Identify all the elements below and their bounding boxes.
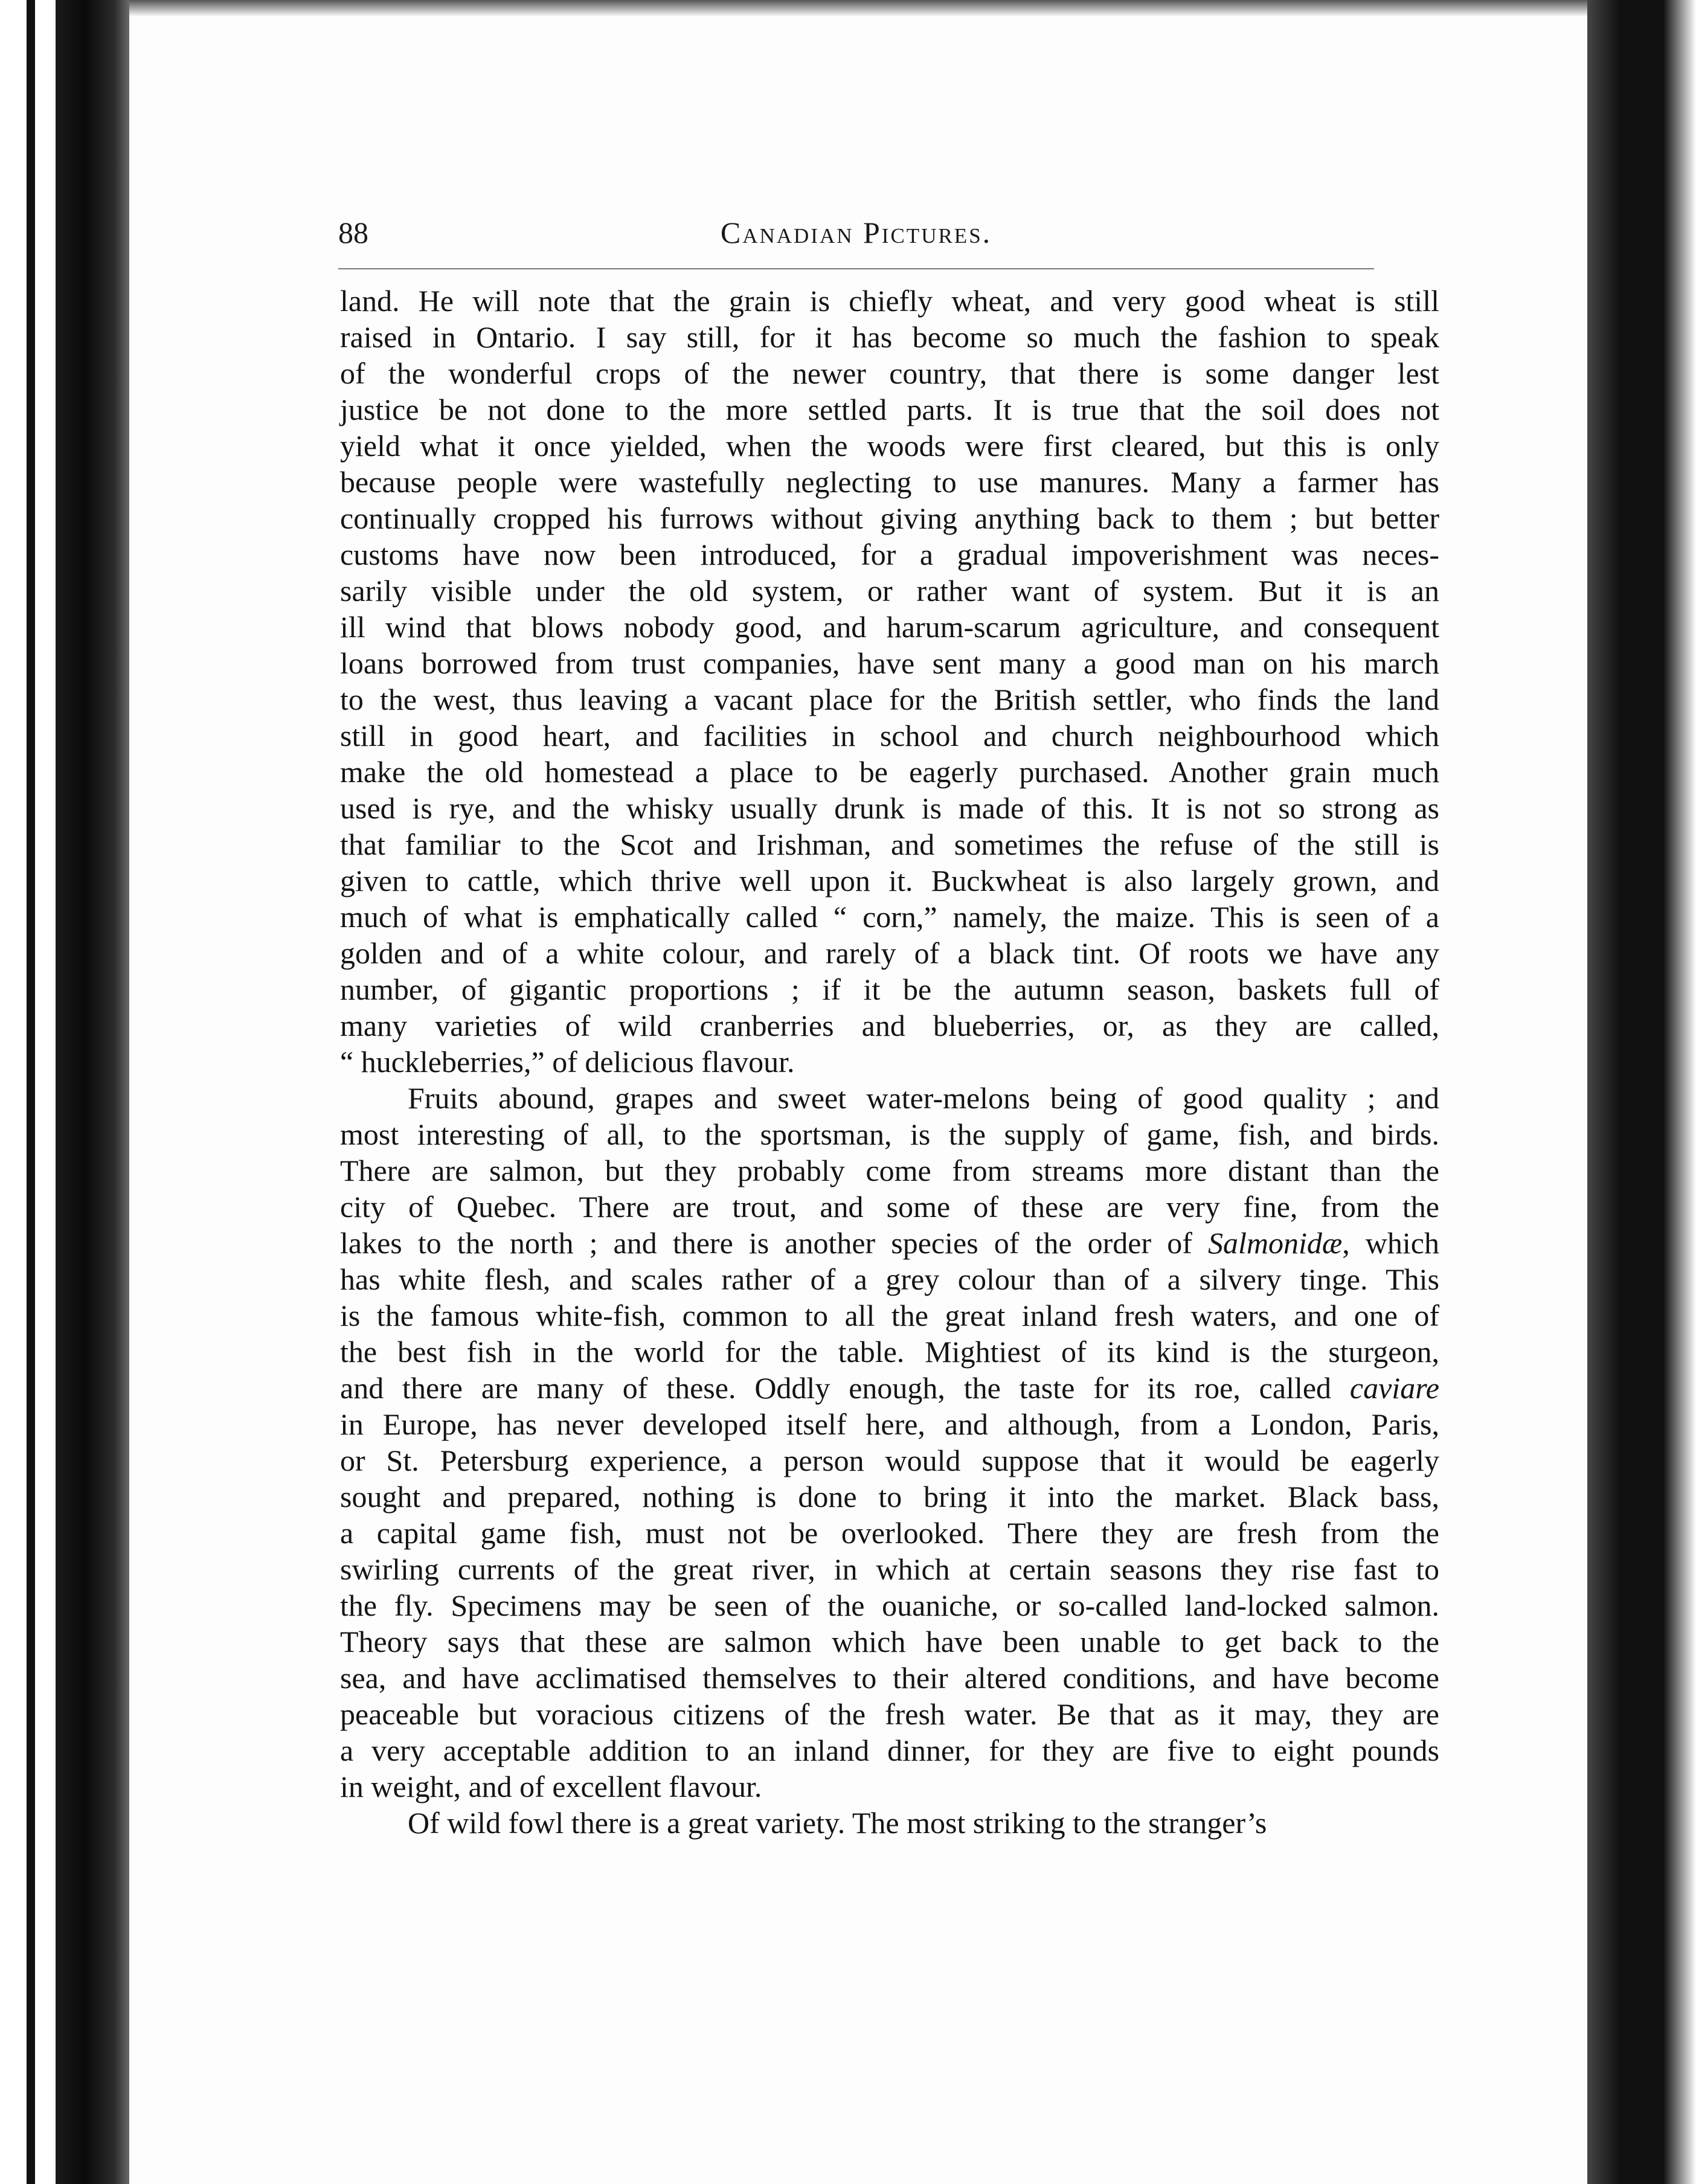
text-line: “ huckleberries,” of delicious flavour. [340, 1045, 795, 1079]
scan-top-shadow [129, 0, 1587, 17]
text-line: justice be not done to the more settled parts. It is true that the soil does not [340, 393, 1439, 426]
paragraph [340, 1805, 1439, 1841]
text-line: lakes to the north ; and there is another species of the order of Salmonidæ, which [340, 1226, 1439, 1260]
text-line: continually cropped his furrows without giving anything back to them ; but better [340, 501, 1439, 535]
text-line: Fruits abound, grapes and sweet water-melons being of good quality ; and [408, 1081, 1439, 1115]
scan-right-edge [1587, 0, 1696, 2184]
text-line: sea, and have acclimatised themselves to their altered conditions, and have become [340, 1661, 1439, 1695]
text-line: Theory says that these are salmon which have been unable to get back to the [340, 1625, 1439, 1659]
text-line: the best fish in the world for the table. Mightiest of its kind is the sturgeon, [340, 1335, 1439, 1369]
text-line: most interesting of all, to the sportsman, is the supply of game, fish, and birds. [340, 1117, 1439, 1151]
text-line: and there are many of these. Oddly enough, the taste for its roe, called caviare [340, 1371, 1439, 1405]
text-line: the fly. Specimens may be seen of the ouaniche, or so-called land-locked salmon. [340, 1588, 1439, 1622]
text-line: that familiar to the Scot and Irishman, and sometimes the refuse of the still is [340, 827, 1439, 861]
text-line: raised in Ontario. I say still, for it has become so much the fashion to speak [340, 320, 1439, 354]
text-line: used is rye, and the whisky usually drunk is made of this. It is not so strong as [340, 791, 1439, 825]
text-line: a capital game fish, must not be overlooked. There they are fresh from the [340, 1516, 1439, 1550]
text-line: make the old homestead a place to be eagerly purchased. Another grain much [340, 755, 1439, 789]
paragraph [340, 1080, 1439, 1805]
page-number: 88 [338, 216, 368, 249]
header-rule [338, 268, 1374, 269]
text-line: of the wonderful crops of the newer country, that there is some danger lest [340, 356, 1439, 390]
text-line: in weight, and of excellent flavour. [340, 1770, 762, 1803]
text-line: in Europe, has never developed itself here, and although, from a London, Paris, [340, 1407, 1439, 1441]
text-line: a very acceptable addition to an inland dinner, for they are five to eight pounds [340, 1733, 1439, 1767]
text-line: city of Quebec. There are trout, and some of these are very fine, from the [340, 1190, 1439, 1224]
text-line: customs have now been introduced, for a gradual impoverishment was neces- [340, 538, 1439, 571]
body-text [340, 283, 1439, 1841]
text-line: Of wild fowl there is a great variety. The most striking to the stranger’s [408, 1806, 1267, 1840]
text-line: number, of gigantic proportions ; if it be the autumn season, baskets full of [340, 972, 1439, 1006]
text-line: ill wind that blows nobody good, and harum-scarum agriculture, and consequent [340, 610, 1439, 644]
text-line: loans borrowed from trust companies, have sent many a good man on his march [340, 646, 1439, 680]
text-line: golden and of a white colour, and rarely of a black tint. Of roots we have any [340, 936, 1439, 970]
text-line: given to cattle, which thrive well upon it. Buckwheat is also largely grown, and [340, 864, 1439, 898]
text-line: swirling currents of the great river, in which at certain seasons they rise fast to [340, 1552, 1439, 1586]
text-line: many varieties of wild cranberries and blueberries, or, as they are called, [340, 1009, 1439, 1042]
text-line: There are salmon, but they probably come from streams more distant than the [340, 1154, 1439, 1187]
running-title: Canadian Pictures. [720, 216, 992, 249]
paragraph [340, 283, 1439, 1080]
text-line: still in good heart, and facilities in school and church neighbourhood which [340, 719, 1439, 753]
text-line: sarily visible under the old system, or rather want of system. But it is an [340, 574, 1439, 608]
page-header [338, 215, 1374, 263]
text-line: to the west, thus leaving a vacant place for the British settler, who finds the land [340, 682, 1439, 716]
binding-edge-line [27, 0, 35, 2184]
text-line: is the famous white-fish, common to all the great inland fresh waters, and one of [340, 1299, 1439, 1332]
text-line: much of what is emphatically called “ corn,” namely, the maize. This is seen of a [340, 900, 1439, 934]
text-line: land. He will note that the grain is chiefly wheat, and very good wheat is still [340, 284, 1439, 318]
text-line: because people were wastefully neglecting to use manures. Many a farmer has [340, 465, 1439, 499]
text-line: sought and prepared, nothing is done to bring it into the market. Black bass, [340, 1480, 1439, 1514]
book-binding-shadow [56, 0, 129, 2184]
text-line: peaceable but voracious citizens of the fresh water. Be that as it may, they are [340, 1697, 1439, 1731]
text-line: or St. Petersburg experience, a person would suppose that it would be eagerly [340, 1444, 1439, 1477]
text-line: has white flesh, and scales rather of a grey colour than of a silvery tinge. This [340, 1262, 1439, 1296]
text-line: yield what it once yielded, when the woods were first cleared, but this is only [340, 429, 1439, 463]
